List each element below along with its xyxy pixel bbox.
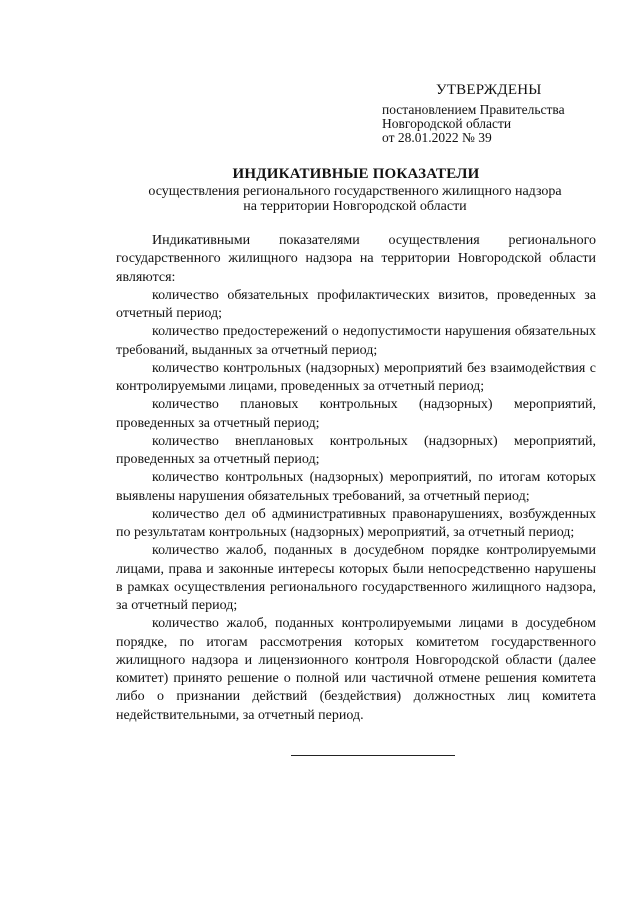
end-of-document-rule bbox=[291, 755, 455, 756]
approval-stamp bbox=[382, 82, 612, 145]
indicator-item: количество дел об административных правонарушениях, возбужденных по результатам контрольных (надзорных) мероприятий, за отчетный период; bbox=[116, 506, 596, 540]
indicator-item: количество контрольных (надзорных) мероприятий без взаимодействия с контролируемыми лицами, проведенных за отчетный период; bbox=[116, 360, 596, 394]
document-title: ИНДИКАТИВНЫЕ ПОКАЗАТЕЛИ bbox=[232, 166, 480, 182]
subtitle-line-1: осуществления регионального государственного жилищного надзора bbox=[148, 184, 562, 199]
subtitle-line-2: на территории Новгородской области bbox=[243, 199, 467, 214]
indicator-item: количество жалоб, поданных в досудебном порядке контролируемыми лицами, права и законные интересы которых были непосредственно нарушены в рамках осуществления регионального государственного жилищного надзора, за отчетный период; bbox=[116, 543, 596, 613]
indicator-item: количество обязательных профилактических визитов, проведенных за отчетный период; bbox=[116, 287, 596, 321]
document-subtitle bbox=[100, 184, 610, 214]
indicator-item: количество плановых контрольных (надзорных) мероприятий, проведенных за отчетный период; bbox=[116, 397, 596, 431]
document-body bbox=[116, 232, 596, 725]
indicator-item: количество контрольных (надзорных) мероприятий, по итогам которых выявлены нарушения обязательных требований, за отчетный период; bbox=[116, 470, 596, 504]
indicator-item: количество предостережений о недопустимости нарушения обязательных требований, выданных за отчетный период; bbox=[116, 324, 596, 358]
intro-paragraph: Индикативными показателями осуществления регионального государственного жилищного надзора на территории Новгородской области являются: bbox=[116, 233, 596, 285]
approval-line-date-number: от 28.01.2022 № 39 bbox=[382, 130, 492, 145]
indicator-item: количество внеплановых контрольных (надзорных) мероприятий, проведенных за отчетный период; bbox=[116, 433, 596, 467]
approval-title: УТВЕРЖДЕНЫ bbox=[436, 82, 542, 98]
approval-line-resolution: постановлением Правительства bbox=[382, 102, 565, 117]
approval-line-region: Новгородской области bbox=[382, 116, 512, 131]
indicator-item: количество жалоб, поданных контролируемыми лицами в досудебном порядке, по итогам рассмотрения которых комитетом государственного жилищного надзора и лицензионного контроля Новгородской области (далее комитет) принято решение о полной или частичной отмене решения комитета либо о признании действий (бездействия) должностных лиц комитета недействительными, за отчетный период. bbox=[116, 616, 596, 723]
